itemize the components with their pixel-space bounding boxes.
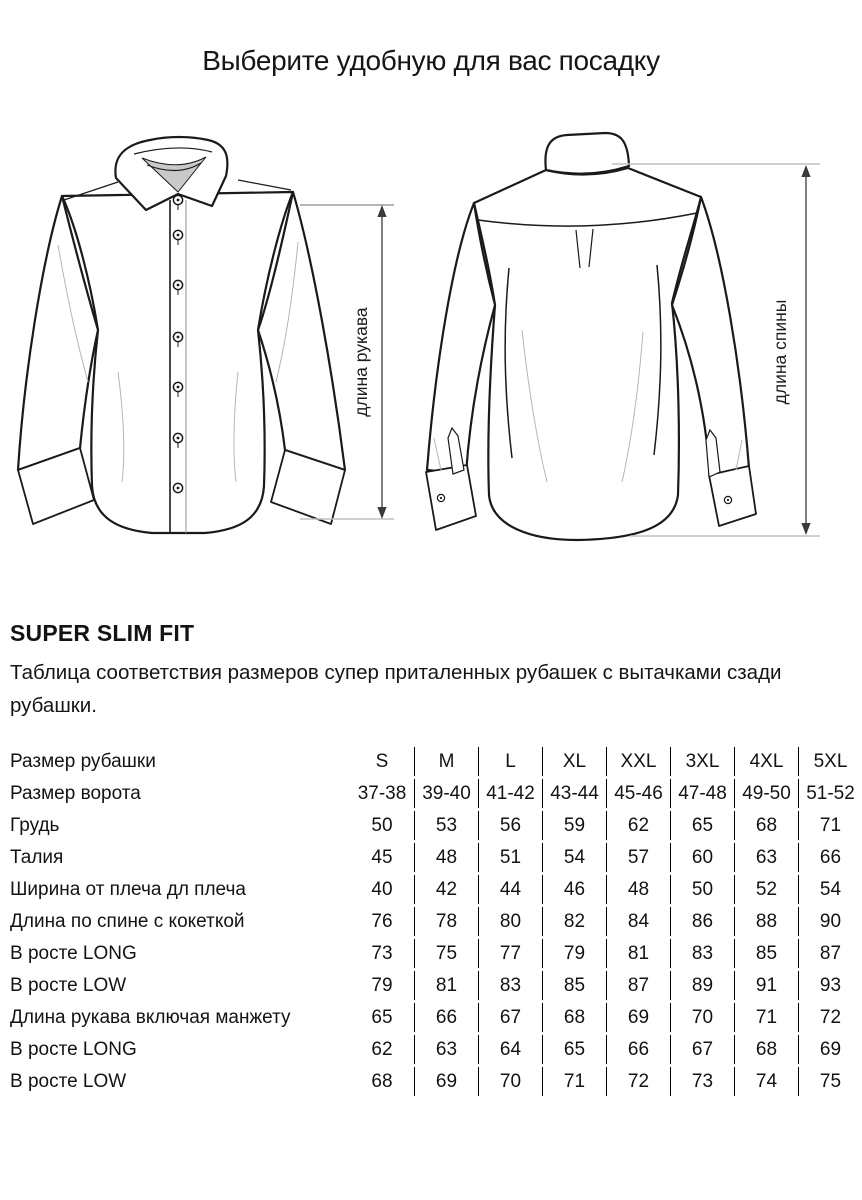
table-row <box>0 971 862 1000</box>
table-row <box>0 907 862 936</box>
size-cell: 76 <box>371 910 393 932</box>
size-cell: XXL <box>606 747 670 776</box>
size-table-body <box>0 747 862 1096</box>
size-cell: 66 <box>798 843 862 872</box>
size-cell: 62 <box>371 1038 393 1060</box>
size-cell: 42 <box>414 875 478 904</box>
table-row <box>0 1035 862 1064</box>
size-cell: 44 <box>478 875 542 904</box>
size-cell: 79 <box>371 974 393 996</box>
sleeve-length-label: длина рукава <box>351 307 371 417</box>
size-cell: 69 <box>798 1035 862 1064</box>
table-row <box>0 1067 862 1096</box>
size-table <box>0 744 862 1099</box>
size-cell: 65 <box>542 1035 606 1064</box>
size-cell: 67 <box>478 1003 542 1032</box>
size-cell: 5XL <box>798 747 862 776</box>
back-shirt-illustration <box>426 133 756 540</box>
front-shirt-illustration <box>18 137 345 533</box>
size-cell: 79 <box>542 939 606 968</box>
size-cell: 3XL <box>670 747 734 776</box>
size-cell: 75 <box>798 1067 862 1096</box>
size-cell: 72 <box>798 1003 862 1032</box>
size-cell: 65 <box>371 1006 393 1028</box>
size-cell: 84 <box>606 907 670 936</box>
size-cell: 69 <box>414 1067 478 1096</box>
shirt-illustrations <box>0 120 862 600</box>
size-cell: 80 <box>478 907 542 936</box>
row-label: Размер ворота <box>10 782 141 804</box>
size-cell: 64 <box>478 1035 542 1064</box>
size-cell: 54 <box>542 843 606 872</box>
size-cell: 87 <box>798 939 862 968</box>
fit-description: Таблица соответствия размеров супер приталенных рубашек с вытачками сзади рубашки. <box>10 661 782 717</box>
page-title: Выберите удобную для вас посадку <box>202 45 660 76</box>
size-cell: 89 <box>670 971 734 1000</box>
table-row <box>0 843 862 872</box>
size-cell: 68 <box>371 1070 393 1092</box>
size-cell: 68 <box>542 1003 606 1032</box>
size-cell: 62 <box>606 811 670 840</box>
size-cell: 50 <box>371 814 393 836</box>
size-cell: 86 <box>670 907 734 936</box>
size-cell: 66 <box>606 1035 670 1064</box>
size-cell: 51-52 <box>798 779 862 808</box>
size-cell: 56 <box>478 811 542 840</box>
size-cell: 68 <box>734 1035 798 1064</box>
size-cell: 73 <box>371 942 393 964</box>
size-cell: 78 <box>414 907 478 936</box>
row-label: Длина рукава включая манжету <box>10 1006 291 1028</box>
size-cell: 70 <box>670 1003 734 1032</box>
size-cell: 88 <box>734 907 798 936</box>
size-cell: 57 <box>606 843 670 872</box>
size-cell: 46 <box>542 875 606 904</box>
size-cell: 41-42 <box>478 779 542 808</box>
size-cell: 53 <box>414 811 478 840</box>
size-cell: 54 <box>798 875 862 904</box>
size-cell: 51 <box>478 843 542 872</box>
size-cell: 73 <box>670 1067 734 1096</box>
table-row <box>0 811 862 840</box>
size-cell: 82 <box>542 907 606 936</box>
size-cell: 67 <box>670 1035 734 1064</box>
size-cell: 65 <box>670 811 734 840</box>
size-cell: 83 <box>478 971 542 1000</box>
size-cell: 60 <box>670 843 734 872</box>
size-cell: 63 <box>414 1035 478 1064</box>
fit-heading: SUPER SLIM FIT <box>10 620 195 646</box>
size-cell: 66 <box>414 1003 478 1032</box>
size-cell: 72 <box>606 1067 670 1096</box>
size-cell: 83 <box>670 939 734 968</box>
table-row <box>0 779 862 808</box>
size-cell: 85 <box>734 939 798 968</box>
size-cell: 43-44 <box>542 779 606 808</box>
size-cell: M <box>414 747 478 776</box>
table-row <box>0 747 862 776</box>
size-cell: 52 <box>734 875 798 904</box>
size-cell: 69 <box>606 1003 670 1032</box>
size-cell: 74 <box>734 1067 798 1096</box>
size-cell: 90 <box>798 907 862 936</box>
size-cell: S <box>375 750 389 772</box>
size-cell: 49-50 <box>734 779 798 808</box>
size-cell: 63 <box>734 843 798 872</box>
size-cell: 47-48 <box>670 779 734 808</box>
size-cell: 59 <box>542 811 606 840</box>
size-cell: 48 <box>414 843 478 872</box>
size-cell: 71 <box>798 811 862 840</box>
size-cell: 50 <box>670 875 734 904</box>
back-length-label: длина спины <box>770 299 790 405</box>
table-row <box>0 875 862 904</box>
row-label: Размер рубашки <box>10 750 156 772</box>
row-label: Грудь <box>10 814 60 836</box>
size-cell: 71 <box>734 1003 798 1032</box>
row-label: Талия <box>10 846 64 868</box>
table-row <box>0 939 862 968</box>
size-cell: 85 <box>542 971 606 1000</box>
row-label: В росте LOW <box>10 1070 127 1092</box>
size-cell: 40 <box>371 878 393 900</box>
size-cell: 91 <box>734 971 798 1000</box>
size-cell: 81 <box>606 939 670 968</box>
size-cell: 70 <box>478 1067 542 1096</box>
row-label: В росте LONG <box>10 942 137 964</box>
size-cell: 45 <box>371 846 393 868</box>
row-label: Длина по спине с кокеткой <box>10 910 245 932</box>
size-cell: 93 <box>798 971 862 1000</box>
size-cell: 68 <box>734 811 798 840</box>
row-label: В росте LOW <box>10 974 127 996</box>
size-cell: 75 <box>414 939 478 968</box>
row-label: В росте LONG <box>10 1038 137 1060</box>
row-label: Ширина от плеча дл плеча <box>10 878 246 900</box>
size-cell: 39-40 <box>414 779 478 808</box>
table-row <box>0 1003 862 1032</box>
size-cell: 87 <box>606 971 670 1000</box>
size-cell: 77 <box>478 939 542 968</box>
size-cell: 37-38 <box>357 782 407 804</box>
size-cell: 45-46 <box>606 779 670 808</box>
size-cell: 71 <box>542 1067 606 1096</box>
size-cell: 48 <box>606 875 670 904</box>
size-cell: XL <box>542 747 606 776</box>
size-cell: L <box>478 747 542 776</box>
size-cell: 4XL <box>734 747 798 776</box>
size-cell: 81 <box>414 971 478 1000</box>
